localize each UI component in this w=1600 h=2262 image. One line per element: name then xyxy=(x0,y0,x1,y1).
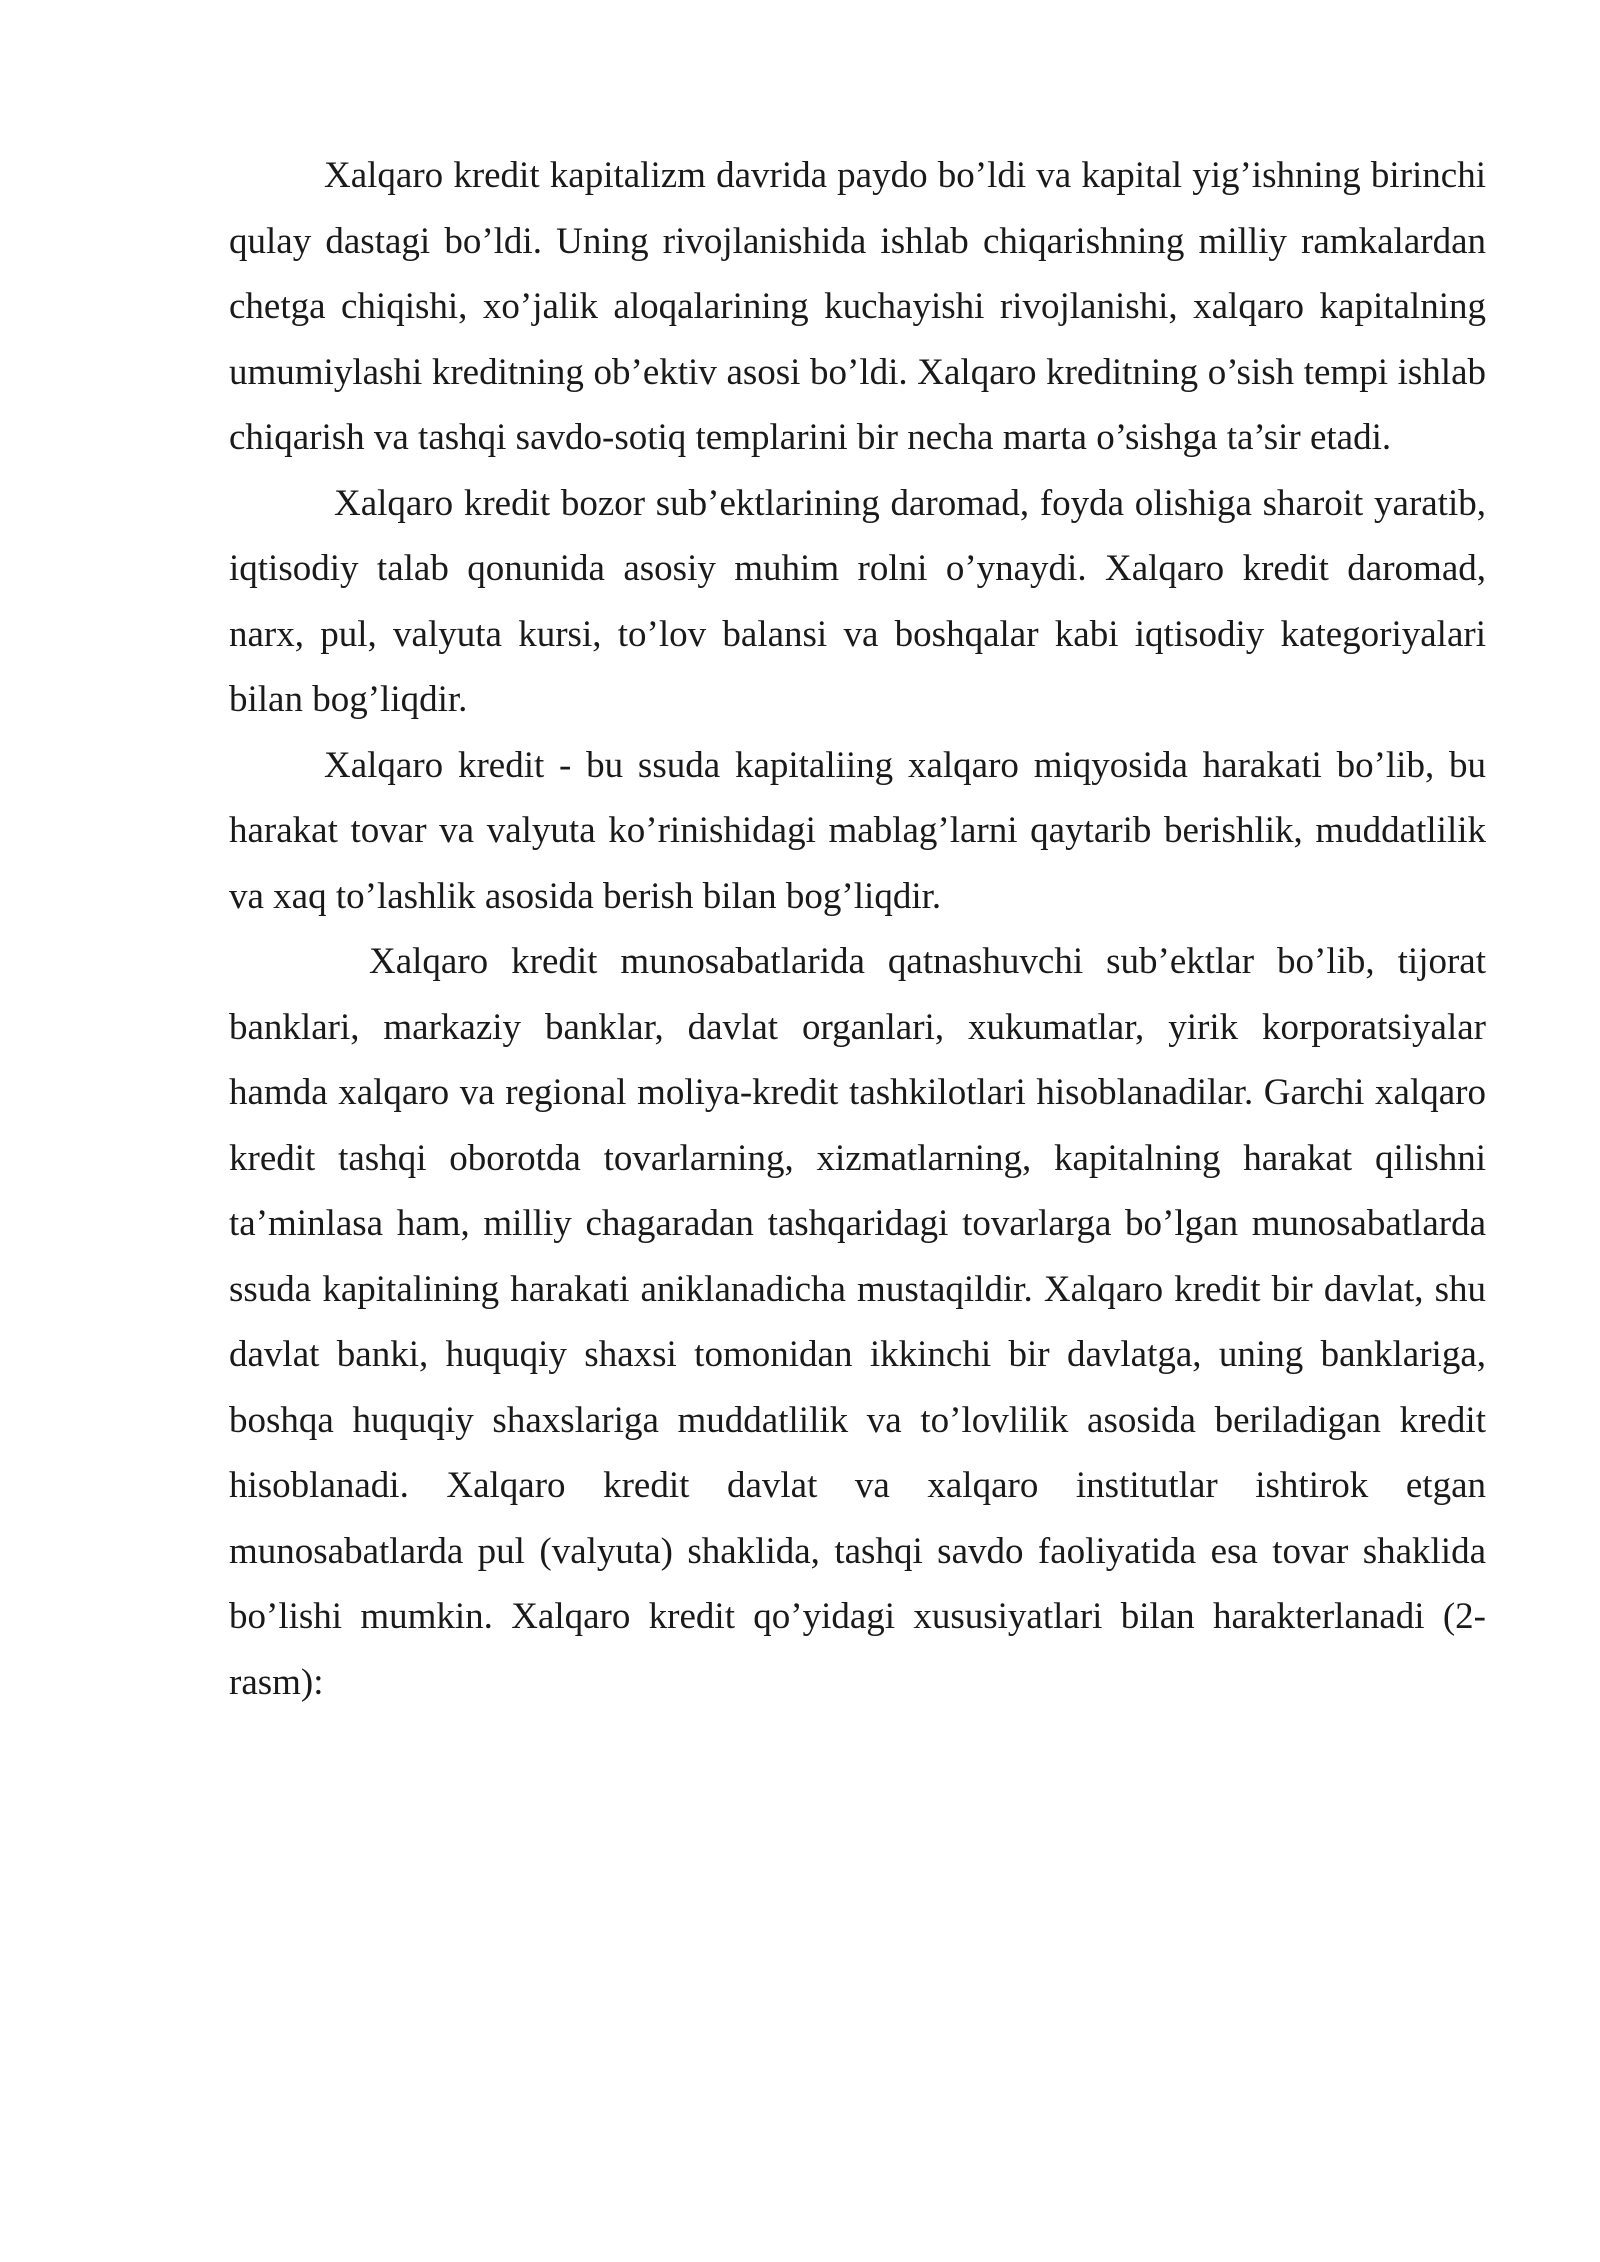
body-text xyxy=(229,143,1486,1715)
paragraph-4: Xalqaro kredit munosabatlarida qatnashuvchi sub’ektlar bo’lib, tijorat banklari, markaziy banklar, davlat organlari, xukumatlar, yirik korporatsiyalar hamda xalqaro va regional moliya-kredit tashkilotlari hisoblanadilar. Garchi xalqaro kredit tashqi oborotda tovarlarning, xizmatlarning, kapitalning harakat qilishni ta’minlasa ham, milliy chagaradan tashqaridagi tovarlarga bo’lgan munosabatlarda ssuda kapitalining harakati aniklanadicha mustaqildir. Xalqaro kredit bir davlat, shu davlat banki, huquqiy shaxsi tomonidan ikkinchi bir davlatga, uning banklariga, boshqa huquqiy shaxslariga muddatlilik va to’lovlilik asosida beriladigan kredit hisoblanadi. Xalqaro kredit davlat va xalqaro institutlar ishtirok etgan munosabatlarda pul (valyuta) shaklida, tashqi savdo faoliyatida esa tovar shaklida bo’lishi mumkin. Xalqaro kredit qo’yidagi xususiyatlari bilan harakterlanadi (2-rasm): xyxy=(229,941,1486,1703)
paragraph-1: Xalqaro kredit kapitalizm davrida paydo bo’ldi va kapital yig’ishning birinchi qulay dastagi bo’ldi. Uning rivojlanishida ishlab chiqarishning milliy ramkalardan chetga chiqishi, xo’jalik aloqalarining kuchayishi rivojlanishi, xalqaro kapitalning umumiylashi kreditning ob’ektiv asosi bo’ldi. Xalqaro kreditning o’sish tempi ishlab chiqarish va tashqi savdo-sotiq templarini bir necha marta o’sishga ta’sir etadi. xyxy=(229,155,1486,458)
paragraph-3: Xalqaro kredit - bu ssuda kapitaliing xalqaro miqyosida harakati bo’lib, bu harakat tovar va valyuta ko’rinishidagi mablag’larni qaytarib berishlik, muddatlilik va xaq to’lashlik asosida berish bilan bog’liqdir. xyxy=(229,744,1486,917)
paragraph-2: Xalqaro kredit bozor sub’ektlarining daromad, foyda olishiga sharoit yaratib, iqtisodiy talab qonunida asosiy muhim rolni o’ynaydi. Xalqaro kredit daromad, narx, pul, valyuta kursi, to’lov balansi va boshqalar kabi iqtisodiy kategoriyalari bilan bog’liqdir. xyxy=(229,482,1486,720)
